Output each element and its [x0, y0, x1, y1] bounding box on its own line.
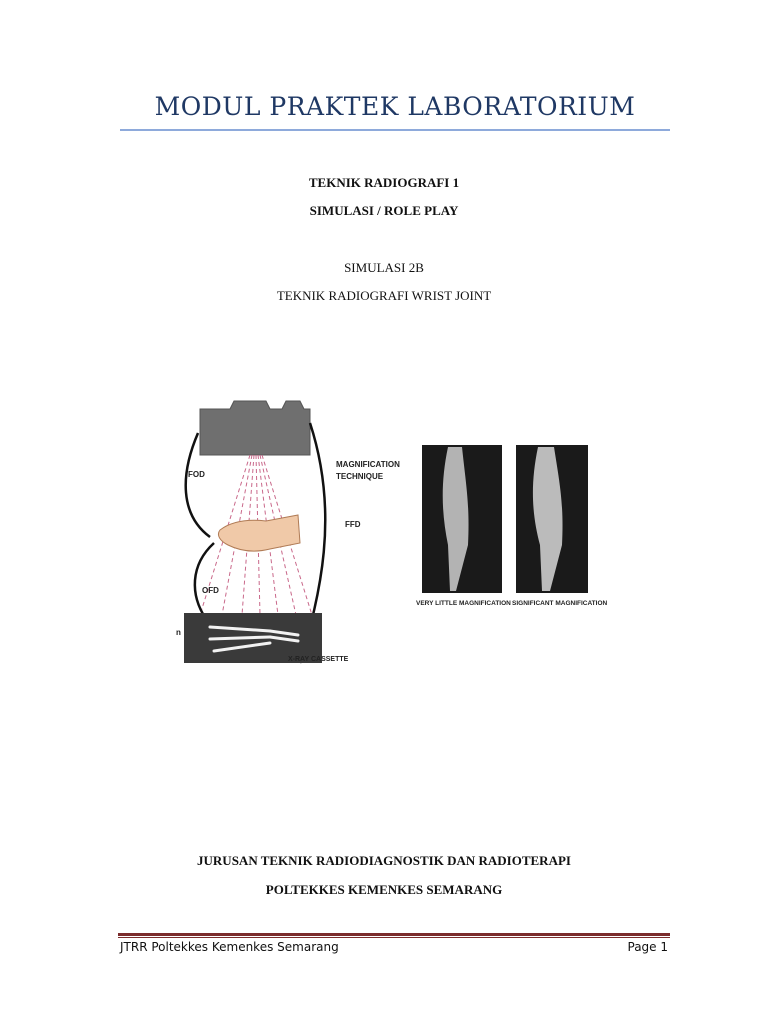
- caption-low-magnification: VERY LITTLE MAGNIFICATION: [416, 600, 511, 607]
- ofd-label: OFD: [202, 586, 219, 595]
- title-underline: [120, 129, 670, 131]
- hand-icon: [218, 515, 300, 551]
- cassette-label: X-RAY CASSETTE: [288, 656, 349, 663]
- course-title: TEKNIK RADIOGRAFI 1: [308, 175, 460, 190]
- activity-type: SIMULASI / ROLE PLAY: [309, 203, 459, 218]
- magnification-label: MAGNIFICATION: [336, 460, 400, 469]
- technique-label: TECHNIQUE: [336, 472, 384, 481]
- fod-label: FOD: [188, 470, 205, 479]
- edge-label: n: [176, 628, 181, 637]
- ffd-label: FFD: [345, 520, 361, 529]
- ofd-bracket: [195, 543, 214, 619]
- footer-rule: [118, 933, 670, 936]
- xray-tube-icon: [200, 401, 310, 455]
- school-name: POLTEKKES KEMENKES SEMARANG: [265, 882, 503, 897]
- page-number: Page 1: [627, 940, 668, 954]
- footer-rule-thin: [118, 937, 670, 938]
- magnification-figure: [170, 395, 610, 680]
- caption-high-magnification: SIGNIFICANT MAGNIFICATION: [512, 600, 608, 607]
- page-title: MODUL PRAKTEK LABORATORIUM: [154, 92, 636, 121]
- department-name: JURUSAN TEKNIK RADIODIAGNOSTIK DAN RADIOTERAPI: [197, 853, 571, 868]
- magnification-diagram: [170, 395, 610, 680]
- simulation-topic: TEKNIK RADIOGRAFI WRIST JOINT: [276, 288, 492, 303]
- simulation-number: SIMULASI 2B: [344, 260, 424, 275]
- footer-institution: JTRR Poltekkes Kemenkes Semarang: [120, 940, 339, 954]
